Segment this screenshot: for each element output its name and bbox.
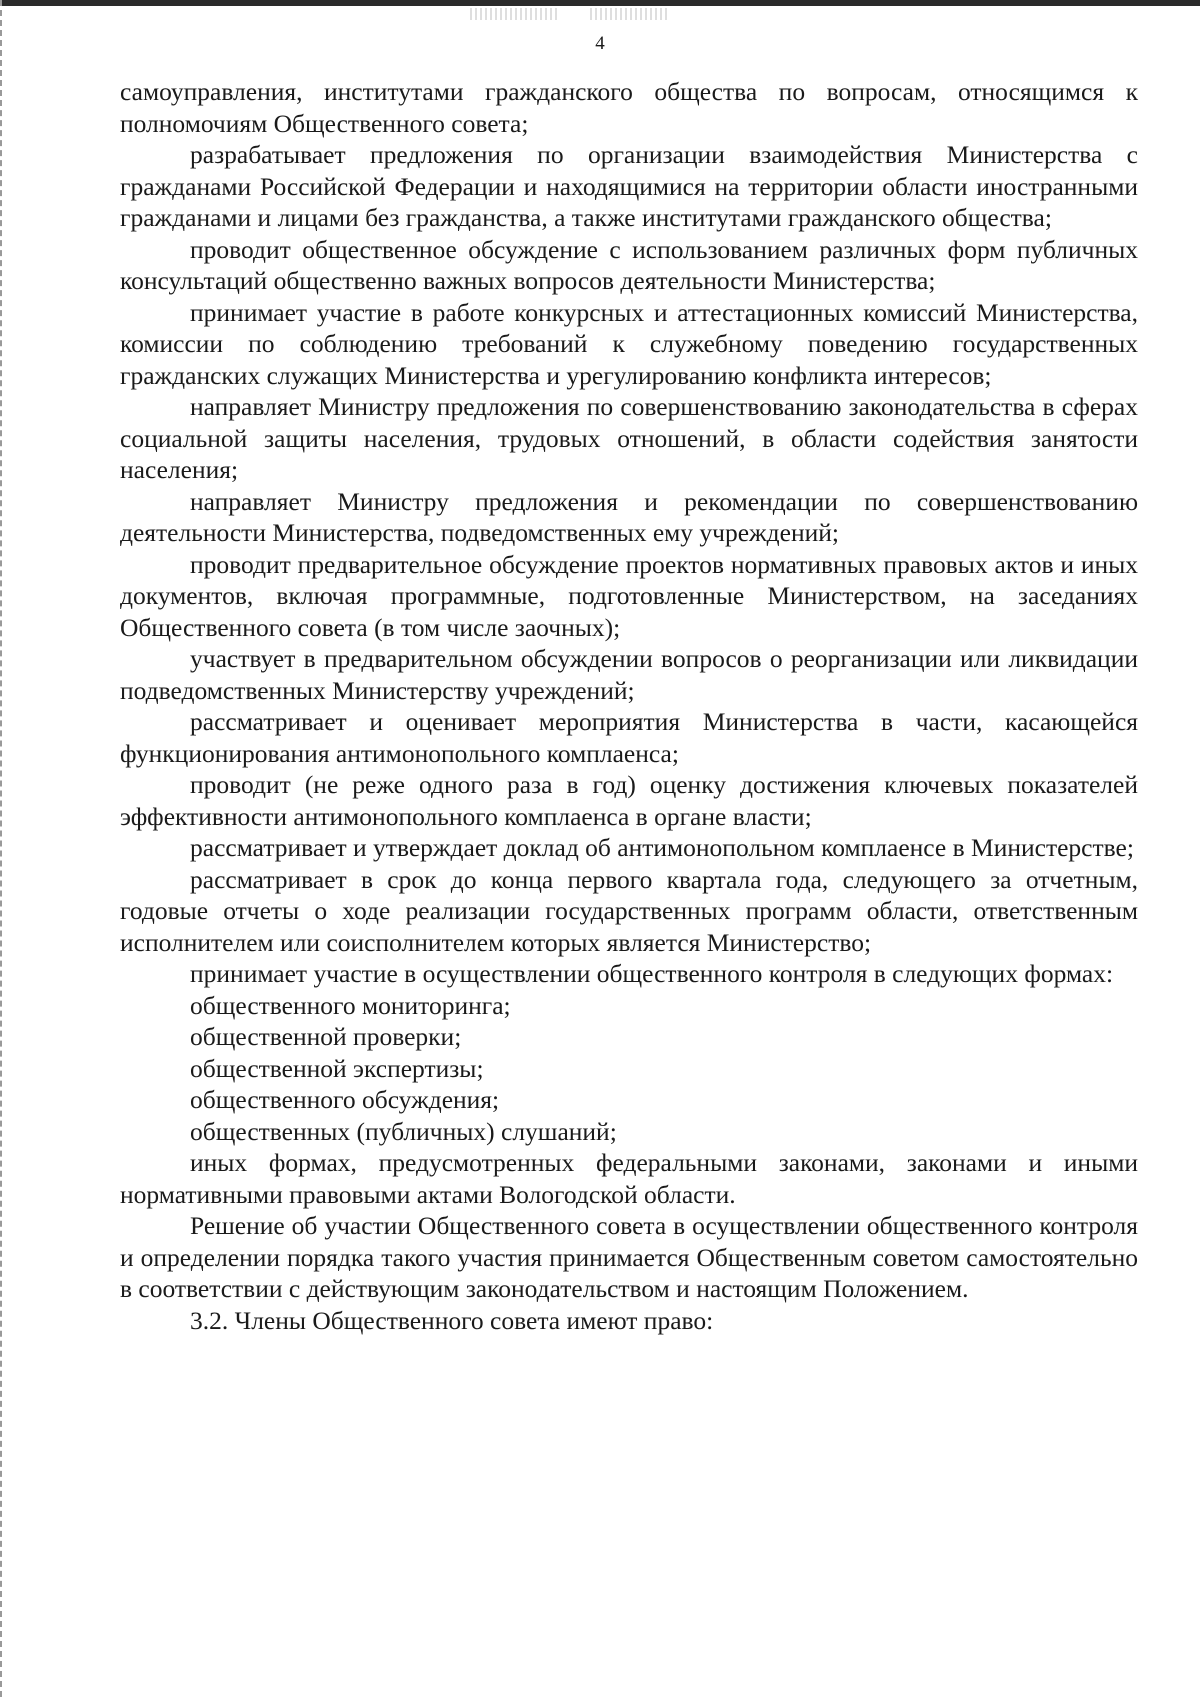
scan-left-border: [0, 0, 5, 1697]
paragraph: рассматривает и оценивает мероприятия Министерства в части, касающейся функционирования антимонопольного комплаенса;: [120, 707, 1138, 768]
list-item: общественного мониторинга;: [190, 990, 511, 1020]
paragraph: принимает участие в работе конкурсных и аттестационных комиссий Министерства, комиссии по соблюдению требований к служебному поведению государственных гражданских служащих Министерства и урегулированию конфликта интересов;: [120, 297, 1138, 390]
scan-artifact: [470, 8, 560, 20]
paragraph: разрабатывает предложения по организации взаимодействия Министерства с гражданами Российской Федерации и находящимися на территории области иностранными гражданами и лицами без гражданства, а также институтами гражданского общества;: [120, 140, 1138, 232]
document-body: [120, 76, 1138, 1336]
paragraph: участвует в предварительном обсуждении вопросов о реорганизации или ликвидации подведомственных Министерству учреждений;: [120, 644, 1138, 705]
paragraph: направляет Министру предложения по совершенствованию законодательства в сферах социальной защиты населения, трудовых отношений, в области содействия занятости населения;: [120, 392, 1138, 484]
paragraph: направляет Министру предложения и рекомендации по совершенствованию деятельности Министерства, подведомственных ему учреждений;: [120, 486, 1138, 547]
section-heading: 3.2. Члены Общественного совета имеют право:: [190, 1305, 714, 1335]
paragraph: Решение об участии Общественного совета в осуществлении общественного контроля и определении порядка такого участия принимается Общественным советом самостоятельно в соответствии с действующим законодательством и настоящим Положением.: [120, 1211, 1138, 1303]
paragraph: самоуправления, институтами гражданского общества по вопросам, относящимся к полномочиям Общественного совета;: [120, 77, 1138, 138]
scan-artifact: [590, 8, 670, 20]
list-item: общественной экспертизы;: [190, 1053, 484, 1083]
paragraph: рассматривает в срок до конца первого квартала года, следующего за отчетным, годовые отчеты о ходе реализации государственных программ области, ответственным исполнителем или соисполнителем которых является Министерство;: [120, 864, 1138, 957]
paragraph: проводит (не реже одного раза в год) оценку достижения ключевых показателей эффективности антимонопольного комплаенса в органе власти;: [120, 770, 1138, 831]
list-item: общественного обсуждения;: [190, 1085, 500, 1114]
paragraph: проводит предварительное обсуждение проектов нормативных правовых актов и иных документов, включая программные, подготовленные Министерством, на заседаниях Общественного совета (в том числе заочных);: [120, 549, 1138, 642]
list-item: общественной проверки;: [190, 1022, 462, 1051]
page-number: 4: [595, 33, 605, 54]
scan-top-border: [0, 0, 1200, 6]
paragraph: принимает участие в осуществлении общественного контроля в следующих формах:: [190, 959, 1114, 988]
paragraph: рассматривает и утверждает доклад об антимонопольном комплаенсе в Министерстве;: [190, 833, 1134, 862]
paragraph: иных формах, предусмотренных федеральными законами, законами и иными нормативными правовыми актами Вологодской области.: [120, 1148, 1138, 1209]
list-item: общественных (публичных) слушаний;: [190, 1116, 617, 1146]
paragraph: проводит общественное обсуждение с использованием различных форм публичных консультаций общественно важных вопросов деятельности Министерства;: [120, 234, 1138, 295]
